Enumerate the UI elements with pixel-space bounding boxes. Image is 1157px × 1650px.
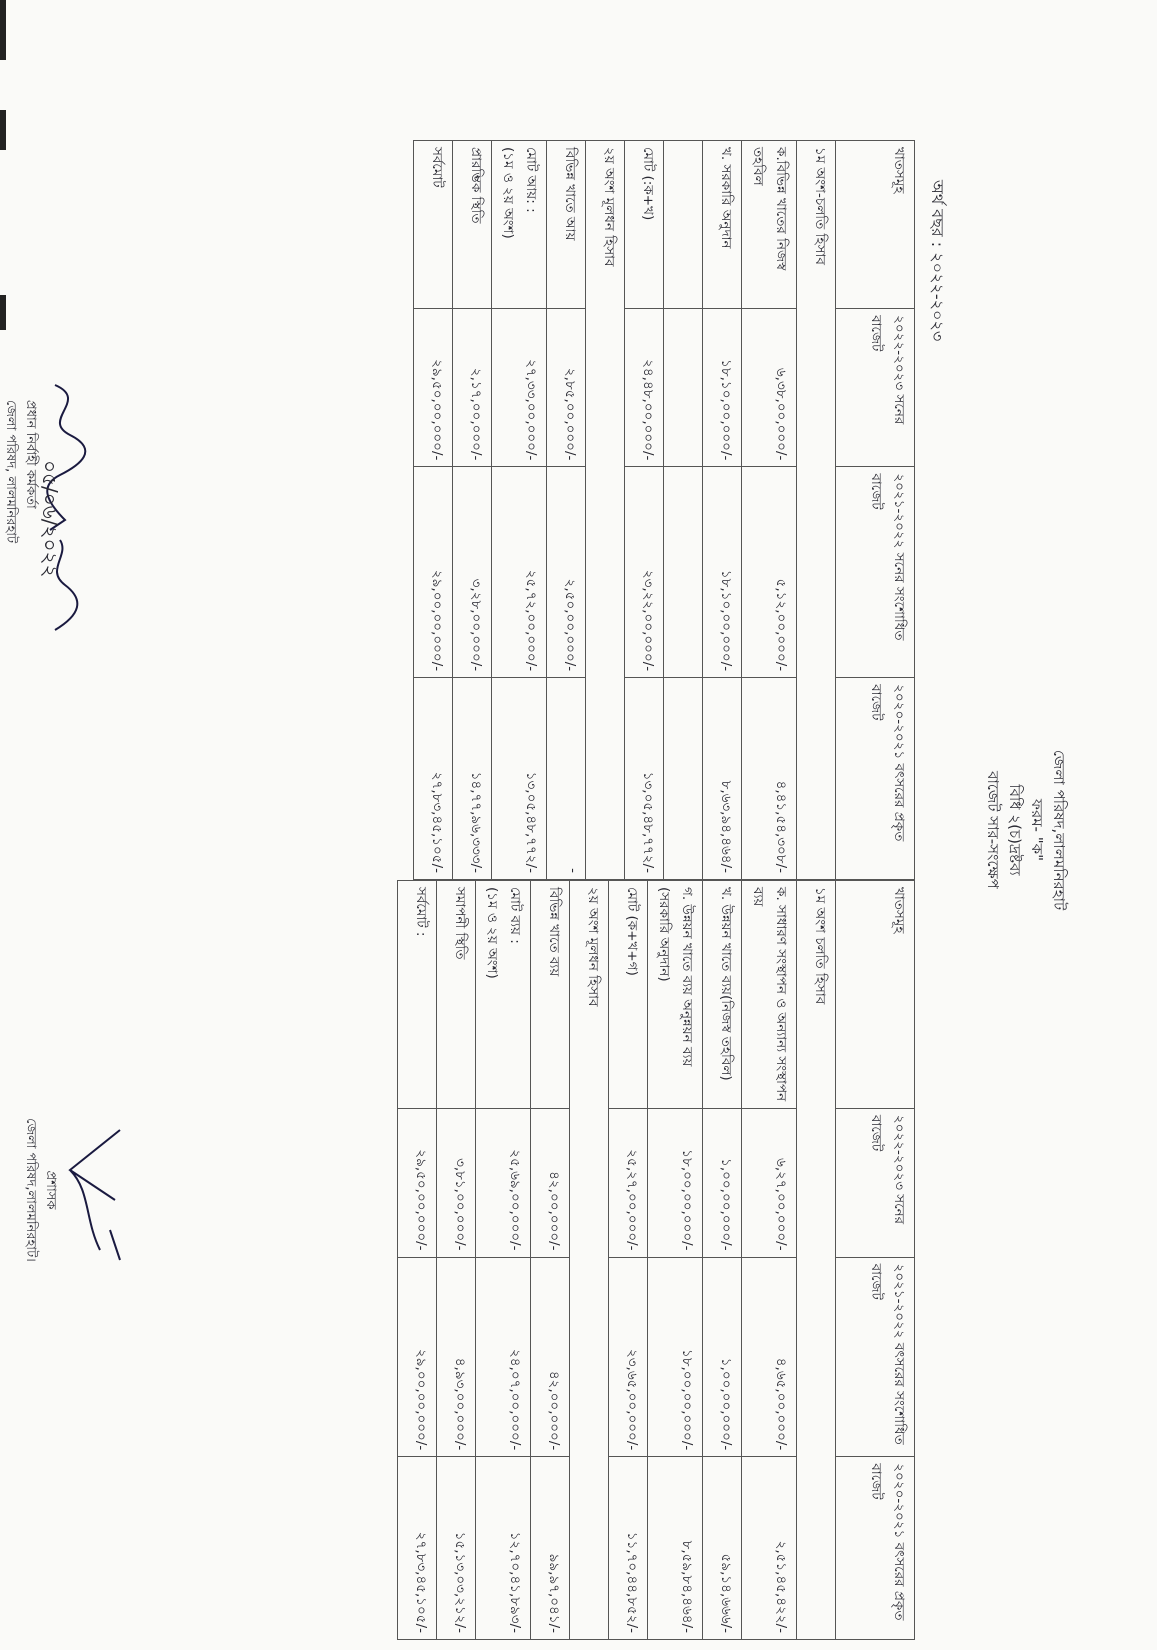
amount-cell: ৪,৬৫,০০,০০০/- — [742, 1257, 797, 1457]
amount-cell: ১৮,১০,০০,০০০/- — [703, 309, 742, 467]
amount-cell: ৪২,০০,০০০/- — [531, 1257, 570, 1457]
section-heading: ১ম অংশ চলতি হিসাব — [797, 881, 836, 1640]
row-label: মোট (:ক+খ) — [625, 141, 664, 309]
row-label: বিভিন্ন খাতে ব্যয় — [531, 881, 570, 1109]
amount-cell: ৬,২৭,০০,০০০/- — [742, 1108, 797, 1257]
amount-cell: ২৯,০০,০০,০০০/- — [414, 467, 453, 678]
row-label: সমাপনী স্থিতি — [437, 881, 476, 1109]
amount-cell: ৮,৫৯,৮৪,৪৬৪/- — [648, 1457, 703, 1640]
scan-edge-mark — [0, 295, 6, 330]
table-row — [531, 881, 570, 1640]
amount-cell: ২,১৭,০০,০০০/- — [453, 309, 492, 467]
signature-left-org: জেলা পরিষদ, লালমনিরহাট — [3, 400, 18, 544]
amount-cell: ৬,৩৮,০০,০০০/- — [742, 309, 797, 467]
amount-cell: ৯৯,৯৭,০৪১/- — [531, 1457, 570, 1640]
amount-cell: ৪,৯৩,০০,০০০/- — [437, 1257, 476, 1457]
amount-cell: ১৪,৭৭,৯৬,৩৩৩/- — [453, 678, 492, 880]
row-label: খ. সরকারি অনুদান — [703, 141, 742, 309]
table-row — [437, 881, 476, 1640]
fiscal-year: অর্থ বছর : ২০২২-২০২৩ — [928, 180, 947, 342]
signature-right-org: জেলা পরিষদ,লালমনিরহাট। — [23, 1118, 38, 1262]
amount-cell: ২৪,৪৮,০০,০০০/- — [625, 309, 664, 467]
amount-cell: ১,০০,০০,০০০/- — [703, 1257, 742, 1457]
table-row — [609, 881, 648, 1640]
amount-cell: ৫,১২,০০,০০০/- — [742, 467, 797, 678]
section-heading: ২য় অংশ মূলধন হিসাব — [586, 141, 625, 880]
amount-cell: ৫৯,১৪,৬৬৬/- — [703, 1457, 742, 1640]
amount-cell: ১,০০,০০,০০০/- — [703, 1108, 742, 1257]
row-label: মোট ব্যয় : (১ম ও ২য় অংশ) — [476, 881, 531, 1109]
section-row — [586, 141, 625, 880]
table-header-row — [836, 141, 915, 880]
amount-cell: ১৫,১৩,০৩,২১২/- — [437, 1457, 476, 1640]
amount-cell: ২৭,৮৩,৪৫,১০৫/- — [398, 1457, 437, 1640]
amount-cell: ১৮,০০,০০,০০০/- — [648, 1257, 703, 1457]
row-label: প্রারম্ভিক স্থিতি — [453, 141, 492, 309]
row-label — [664, 141, 703, 309]
column-header: খাতসমূহ — [836, 141, 915, 309]
table-row — [398, 881, 437, 1640]
table-row — [476, 881, 531, 1640]
amount-cell: ২,৫০,০০,০০০/- — [547, 467, 586, 678]
row-label: গ. উন্নয়ন খাতে ব্যয় অনুন্নয়ন ব্যয় (সরকারি অনুদান) — [648, 881, 703, 1109]
handwritten-signature-right-icon — [60, 1110, 130, 1270]
amount-cell: ১৮,০০,০০,০০০/- — [648, 1108, 703, 1257]
amount-cell: ২৯,০০,০০,০০০/- — [398, 1257, 437, 1457]
section-row — [797, 881, 836, 1640]
row-label: বিভিন্ন খাতে আয় — [547, 141, 586, 309]
row-label: ক. সাধারণ সংস্থাপন ও অন্যান্য সংস্থাপন ব্যয় — [742, 881, 797, 1109]
row-label: খ. উন্নয়ন খাতে ব্যয়(নিজস্ব তহবিল) — [703, 881, 742, 1109]
signature-date: ০৫/০৬/২০২২ — [38, 460, 62, 578]
column-header: ২০২০-২০২১ বৎসরের প্রকৃত বাজেট — [836, 678, 915, 880]
amount-cell: ১৩,০৫,৪৮,৭৭২/- — [492, 678, 547, 880]
signature-left — [0, 400, 100, 640]
amount-cell: ৩,৮১,০০,০০০/- — [437, 1108, 476, 1257]
amount-cell — [664, 309, 703, 467]
row-label: সর্বমোট : — [398, 881, 437, 1109]
amount-cell: ৩,২৮,০০,০০০/- — [453, 467, 492, 678]
amount-cell: ১১,৭০,৪৪,৮৫২/- — [609, 1457, 648, 1640]
rotated-content — [3, 20, 1110, 1640]
table-row — [703, 141, 742, 880]
amount-cell: ২৯,৫০,০০,০০০/- — [398, 1108, 437, 1257]
amount-cell: ২৩,৬৫,০০,০০০/- — [609, 1257, 648, 1457]
budget-summary-title: বাজেট সার-সংক্ষেপ — [984, 771, 1002, 889]
table-row — [625, 141, 664, 880]
amount-cell: ১২,৭০,৪১,৮৯৩/- — [476, 1457, 531, 1640]
signature-left-title: প্রধান নির্বাহী কর্মকর্তা — [23, 400, 38, 509]
amount-cell: ১৮,১০,০০,০০০/- — [703, 467, 742, 678]
column-header: ২০২১-২০২২ বৎসরের সংশোধিত বাজেট — [836, 1257, 915, 1457]
amount-cell: ২৫,৭২,০০,০০০/- — [492, 467, 547, 678]
row-label: মোট (ক+খ+গ) — [609, 881, 648, 1109]
amount-cell — [664, 678, 703, 880]
row-label: ক.বিভিন্ন খাতের নিজস্ব তহবিল — [742, 141, 797, 309]
column-header: ২০২২-২০২৩ সনের বাজেট — [836, 309, 915, 467]
amount-cell: ৪,৪১,৫৪,৩০৮/- — [742, 678, 797, 880]
scan-edge-mark — [0, 0, 6, 60]
amount-cell: ২,৮৫,০০,০০০/- — [547, 309, 586, 467]
amount-cell: - — [547, 678, 586, 880]
form-title: ফরম- "ক" — [1028, 798, 1046, 862]
scan-edge-mark — [0, 110, 6, 150]
column-header: ২০২০-২০২১ বৎসরের প্রকৃত বাজেট — [836, 1457, 915, 1640]
column-header: ২০২১-২০২২ সনের সংশোধিত বাজেট — [836, 467, 915, 678]
org-title: জেলা পরিষদ,লালমনিরহাট — [1050, 749, 1068, 911]
amount-cell: ২৭,৮৩,৪৫,১০৫/- — [414, 678, 453, 880]
section-heading: ১ম অংশ-চলতি হিসাব — [797, 141, 836, 880]
amount-cell: ২৭,৩৩,০০,০০০/- — [492, 309, 547, 467]
table-row — [648, 881, 703, 1640]
section-heading: ২য় অংশ মূলধন হিসাব — [570, 881, 609, 1640]
amount-cell: ২,৫১,৪৫,৪২২/- — [742, 1457, 797, 1640]
column-header: ২০২২-২০২৩ সনের বাজেট — [836, 1108, 915, 1257]
amount-cell: ১৩,০৫,৪৮,৭৭২/- — [625, 678, 664, 880]
row-label: মোট আয়: : (১ম ও ২য় অংশ) — [492, 141, 547, 309]
income-table — [413, 140, 915, 880]
table-row — [492, 141, 547, 880]
amount-cell: ২৯,৫০,০০,০০০/- — [414, 309, 453, 467]
table-row — [453, 141, 492, 880]
row-label: সর্বমোট — [414, 141, 453, 309]
table-row — [547, 141, 586, 880]
table-row — [742, 881, 797, 1640]
amount-cell — [664, 467, 703, 678]
section-row — [797, 141, 836, 880]
signature-right — [20, 1110, 130, 1270]
table-row — [742, 141, 797, 880]
table-row — [703, 881, 742, 1640]
rule-reference: বিধি ২(চ)দ্রষ্টব্য — [1006, 784, 1024, 876]
amount-cell: ২৫,৬৯,০০,০০০/- — [476, 1108, 531, 1257]
signature-right-title: প্রশাসক — [43, 1170, 58, 1210]
table-header-row — [836, 881, 915, 1640]
amount-cell: ৮,৬৩,৯৪,৪৬৪/- — [703, 678, 742, 880]
amount-cell: ২৩,২২,০০,০০০/- — [625, 467, 664, 678]
amount-cell: ৪২,০০,০০০/- — [531, 1108, 570, 1257]
section-row — [570, 881, 609, 1640]
column-header: খাতসমূহ — [836, 881, 915, 1109]
amount-cell: ২৪,০৭,০০,০০০/- — [476, 1257, 531, 1457]
table-row — [414, 141, 453, 880]
expenditure-table — [397, 880, 915, 1640]
amount-cell: ২৫,২৭,০০,০০০/- — [609, 1108, 648, 1257]
table-row — [664, 141, 703, 880]
